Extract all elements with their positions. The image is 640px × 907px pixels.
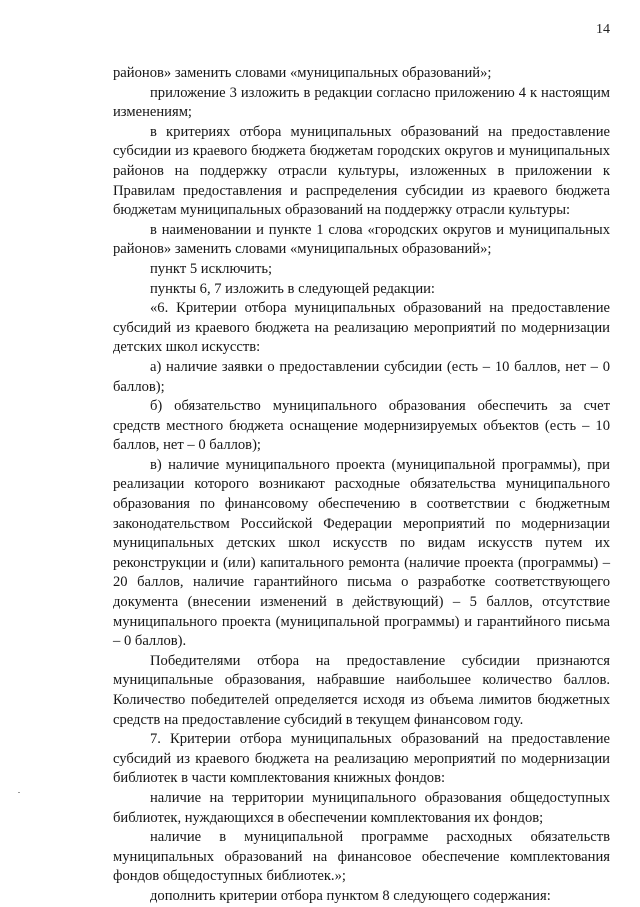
paragraph-13: наличие на территории муниципального образования общедоступных библиотек, нуждающихся в обеспечении комплектования их фондов; <box>113 789 610 826</box>
paragraph-1: районов» заменить словами «муниципальных образований»; <box>113 65 492 81</box>
paragraph-5: пункт 5 исключить; <box>150 260 273 277</box>
paragraph-9: б) обязательство муниципального образования обеспечить за счет средств местного бюджета оснащение модернизируемых объектов (есть – 10 баллов, нет – 0 баллов); <box>113 398 610 454</box>
paragraph-7: «6. Критерии отбора муниципальных образований на предоставление субсидий из краевого бюджета на реализацию мероприятий по модернизации детских школ искусств: <box>113 300 610 356</box>
paragraph-4: в наименовании и пункте 1 слова «городских округов и муниципальных районов» заменить словами «муниципальных образований»; <box>113 221 610 258</box>
paragraph-14: наличие в муниципальной программе расходных обязательств муниципальных образований на финансовое обеспечение комплектования фондов общедоступных библиотек.»; <box>113 829 610 885</box>
paragraph-11: Победителями отбора на предоставление субсидии признаются муниципальные образования, набравшие наибольшее количество баллов. Количество победителей определяется исходя из объема лимитов бюджетных средств на предоставление субсидий в текущем финансовом году. <box>113 652 610 728</box>
paragraph-2: приложение 3 изложить в редакции согласно приложению 4 к настоящим изменениям; <box>113 84 610 121</box>
paragraph-6: пункты 6, 7 изложить в следующей редакции: <box>150 280 435 297</box>
paragraph-3: в критериях отбора муниципальных образований на предоставление субсидии из краевого бюджета бюджетам городских округов и муниципальных районов на поддержку отрасли культуры, изложенных в приложении к Правилам предоставления и распределения субсидии из краевого бюджета бюджетам муниципальных образований на поддержку отрасли культуры: <box>113 123 610 219</box>
scan-speck <box>18 792 20 793</box>
document-body <box>113 64 610 907</box>
paragraph-8: а) наличие заявки о предоставлении субсидии (есть – 10 баллов, нет – 0 баллов); <box>113 358 610 395</box>
paragraph-12: 7. Критерии отбора муниципальных образований на предоставление субсидий из краевого бюджета на реализацию мероприятий по модернизации библиотек в части комплектования книжных фондов: <box>113 731 610 787</box>
paragraph-15: дополнить критерии отбора пунктом 8 следующего содержания: <box>150 887 551 904</box>
paragraph-10: в) наличие муниципального проекта (муниципальной программы), при реализации которого возникают расходные обязательства муниципального образования по финансовому обеспечению в соответствии с бюджетным законодательством Российской Федерации мероприятий по модернизации муниципальных детских школ искусств по видам искусств путем их реконструкции и (или) капитального ремонта (наличие проекта (программы) – 20 баллов, наличие гарантийного письма о разработке соответствующего документа (внесении изменений в действующий) – 5 баллов, отсутствие муниципального проекта (муниципальной программы) и гарантийного письма – 0 баллов). <box>113 456 610 650</box>
page-number: 14 <box>596 22 610 37</box>
